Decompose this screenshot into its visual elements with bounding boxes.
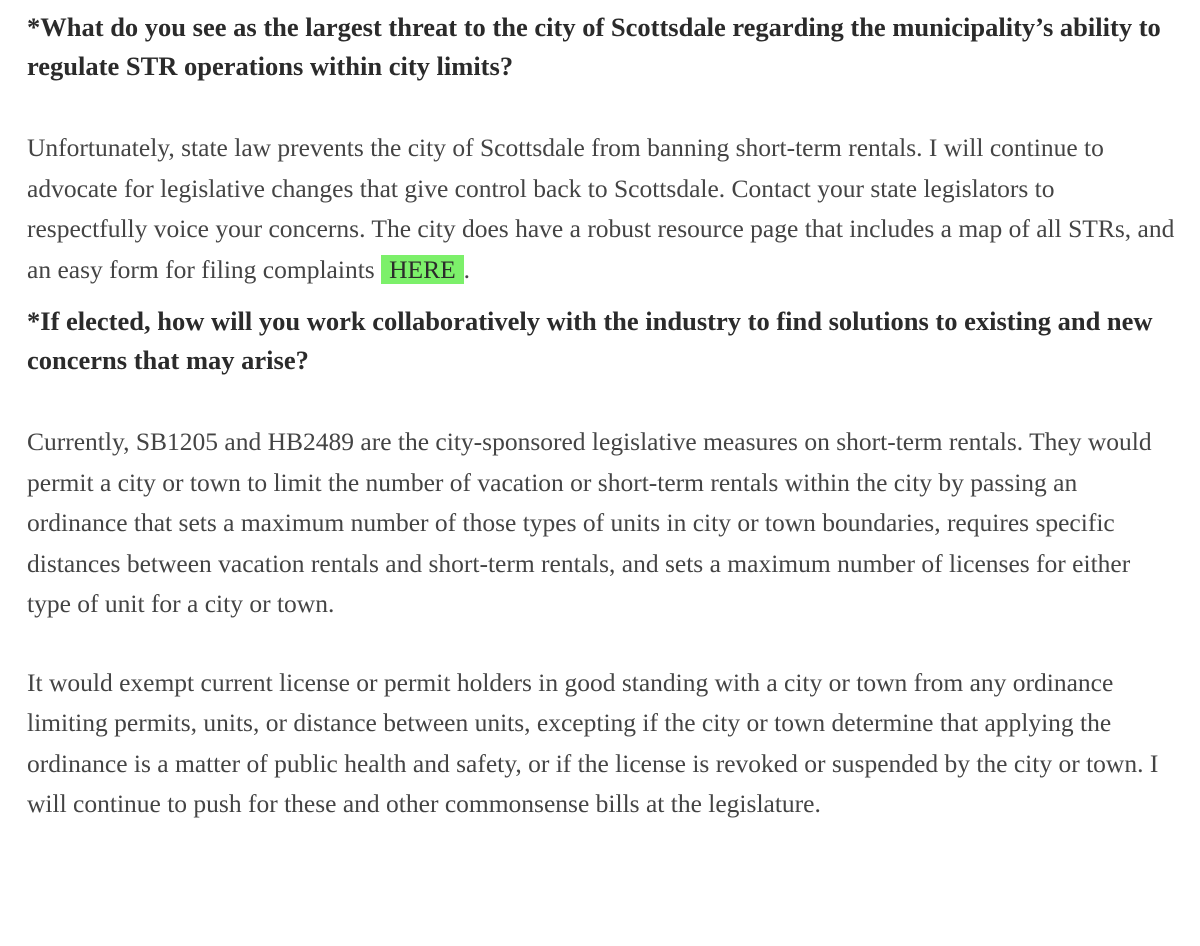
answer-paragraph-legislation: Currently, SB1205 and HB2489 are the city-sponsored legislative measures on short-term rentals. They would permit a city or town to limit the number of vacation or short-term rentals within the city by passing an ordinance that sets a maximum number of those types of units in city or town boundaries, requires specific distances between vacation rentals and short-term rentals, and sets a maximum number of licenses for either type of unit for a city or town. bbox=[27, 427, 1152, 618]
question-heading-threat: *What do you see as the largest threat to the city of Scottsdale regarding the municipality’s ability to regulate STR operations within city limits? bbox=[27, 12, 1161, 81]
spacer bbox=[27, 86, 1177, 128]
spacer bbox=[27, 380, 1177, 422]
document-body bbox=[27, 8, 1177, 825]
answer-paragraph-exemption: It would exempt current license or permit holders in good standing with a city or town from any ordinance limiting permits, units, or distance between units, excepting if the city or town determine that applying the ordinance is a matter of public health and safety, or if the license is revoked or suspended by the city or town. I will continue to push for these and other commonsense bills at the legislature. bbox=[27, 667, 1159, 818]
answer-paragraph-threat bbox=[27, 128, 1177, 290]
complaints-link[interactable]: HERE bbox=[381, 255, 464, 284]
spacer bbox=[27, 625, 1177, 663]
question-heading-collaboration: *If elected, how will you work collaboratively with the industry to find solutions to existing and new concerns that may arise? bbox=[27, 306, 1153, 375]
spacer bbox=[27, 290, 1177, 302]
answer-punctuation: . bbox=[463, 254, 471, 284]
answer-text: Unfortunately, state law prevents the city of Scottsdale from banning short-term rentals. I will continue to advocate for legislative changes that give control back to Scottsdale. Contact your state legislators to respectfully voice your concerns. The city does have a robust resource page that includes a map of all STRs, and an easy form for filing complaints bbox=[27, 133, 1175, 284]
